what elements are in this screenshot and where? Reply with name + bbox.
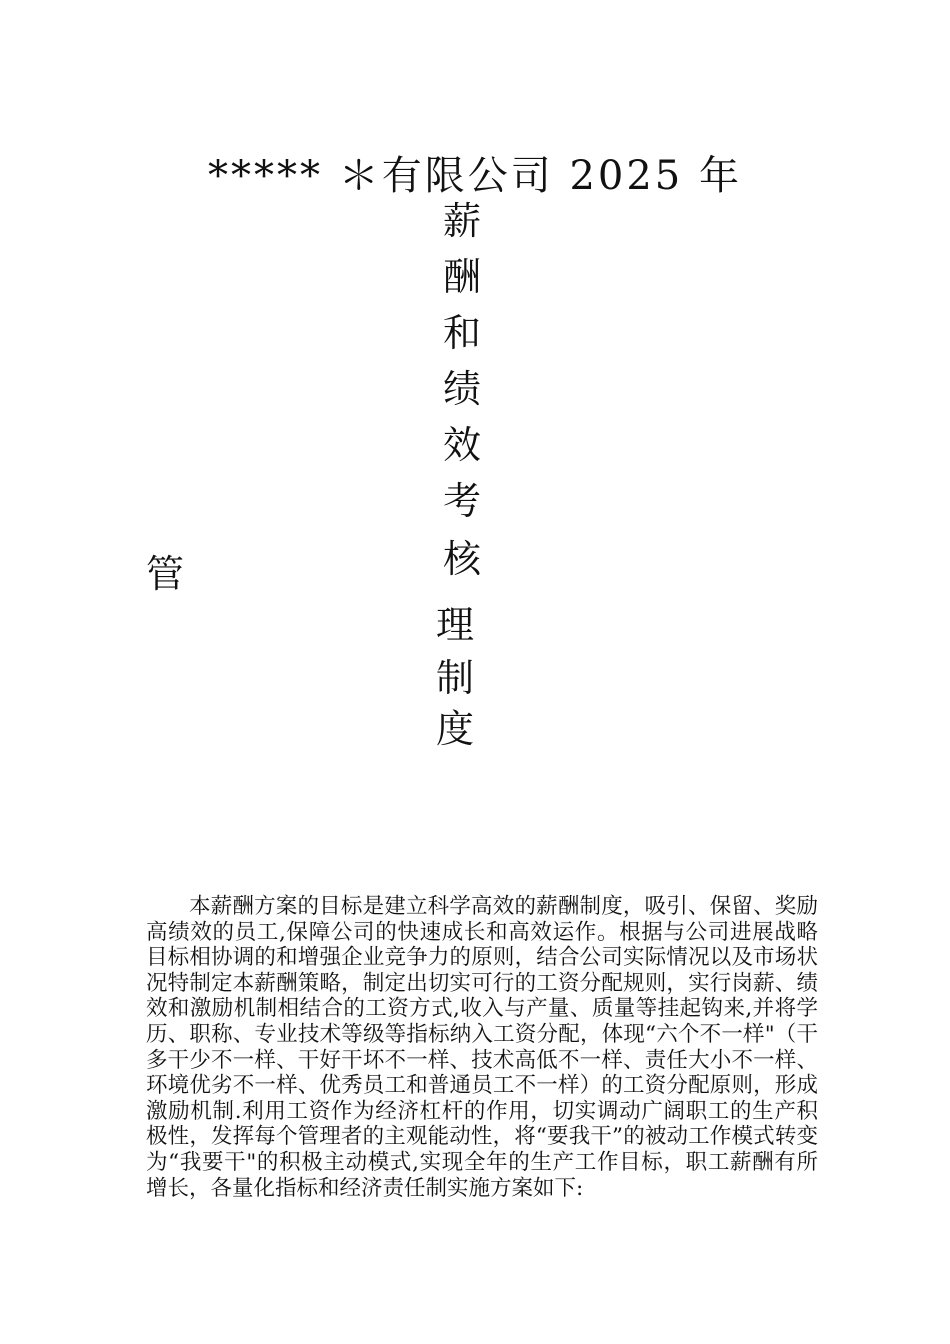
title-char-1: 薪 [442,199,481,243]
title-char-8: 管 [145,552,184,596]
intro-paragraph: 本薪酬方案的目标是建立科学高效的薪酬制度，吸引、保留、奖励高绩效的员工,保障公司的快速成长和高效运作。根据与公司进展战略目标相协调的和增强企业竞争力的原则，结合公司实际情况以及市场状况特制定本薪酬策略，制定出切实可行的工资分配规则，实行岗薪、绩效和激励机制相结合的工资方式,收入与产量、质量等挂起钩来,并将学历、职称、专业技术等级等指标纳入工资分配，体现“六个不一样"（干多干少不一样、干好干坏不一样、技术高低不一样、责任大小不一样、环境优劣不一样、优秀员工和普通员工不一样）的工资分配原则，形成激励机制.利用工资作为经济杠杆的作用，切实调动广阔职工的生产积极性，发挥每个管理者的主观能动性，将“要我干”的被动工作模式转变为“我要干"的积极主动模式,实现全年的生产工作目标，职工薪酬有所增长，各量化指标和经济责任制实施方案如下: [146,894,818,1201]
title-char-7: 核 [442,537,481,581]
title-char-2: 酬 [442,255,481,299]
title-char-9: 理 [435,603,474,647]
title-char-11: 度 [435,707,474,751]
title-char-4: 绩 [442,367,481,411]
title-char-5: 效 [442,423,481,467]
title-char-3: 和 [442,311,481,355]
document-title-line: ***** ＊有限公司 2025 年 [208,153,742,199]
title-char-10: 制 [435,656,474,700]
title-char-6: 考 [442,479,481,523]
